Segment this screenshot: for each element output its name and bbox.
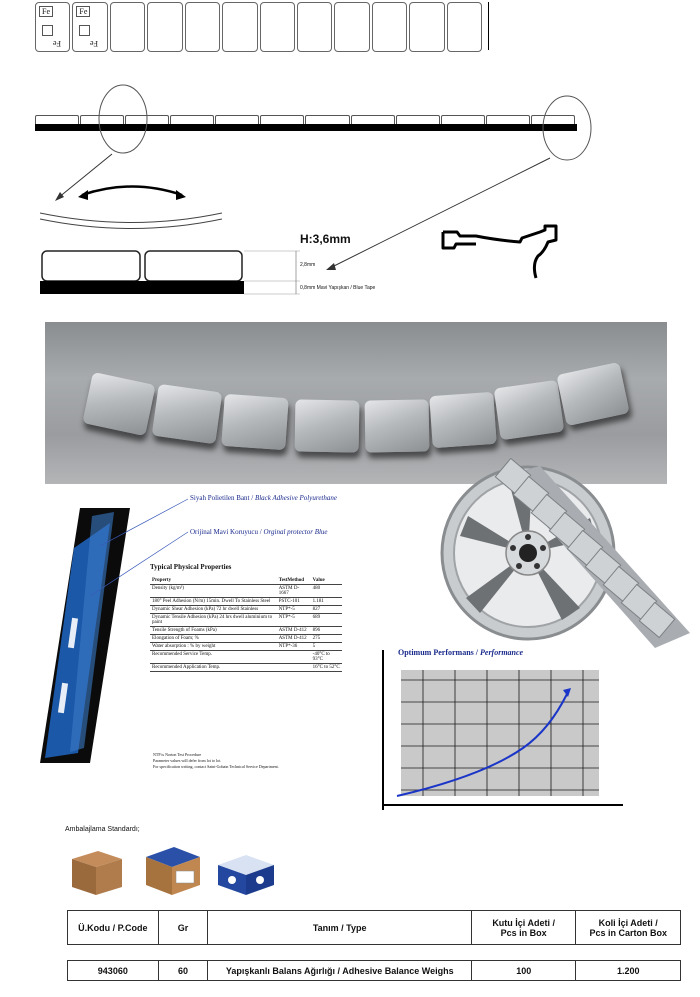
weight-segment [72,2,107,52]
weight-block [152,384,223,444]
header-type: Tanım / Type [208,911,472,945]
table-row: Recommended Service Temp. -40°C to 93°C [150,651,342,664]
blue-protector-label-en: Orginal protector Blue [263,528,328,536]
dimension-upper: 2,8mm [300,262,316,268]
cardboard-box [72,851,122,895]
table-row: Elongation of Foam; % ASTM D-412 275 [150,635,342,643]
note-specification: For specification writing, contact Saint-Gobain Technical Service Department. [153,764,279,769]
dimension-lower: 0,8mm Mavi Yapışkan / Blue Tape [300,285,376,291]
header-code: Ü.Kodu / P.Code [68,911,159,945]
segment-mark-rotated: Fe [90,39,99,48]
product-box [218,855,274,895]
performance-title [398,648,523,657]
table-row: Water absorption : % by weight NTP*-36 5 [150,643,342,651]
section-tape [40,281,244,294]
performance-title-en: Performance [480,648,524,657]
weight-block [429,392,496,448]
performance-title-tr: Optimum Performans / [398,648,480,657]
segment-mark: Fe [76,6,90,17]
table-row: Density (kg/m³) ASTM D-1667 480 [150,585,342,598]
carton-box-open [146,847,200,895]
table-row: Dynamic Tensile Adhesion (kPa) 24 hrs dwell aluminium to paint NTP*-5 689 [150,614,342,627]
header-pcs-in-carton-en: Pcs in Carton Box [589,927,667,938]
table-row: 180° Peel Adhesion (N/m) 15min. Dwell To Stainless Steel PSTC-101 1.181 [150,598,342,606]
leader-line-left [58,154,112,198]
header-pcs-in-carton [576,911,681,945]
flex-arrow [82,187,182,196]
weight-segment [147,2,182,52]
weight-block [494,380,565,440]
weight-segment [185,2,220,52]
segment-square [79,25,90,36]
segment-mark: Fe [39,6,53,17]
note-ntp: NTP is Norton Test Procedure [153,752,202,757]
weight-segment [447,2,482,52]
header-value: Value [311,577,342,585]
performance-chart [373,640,633,815]
weight-segment [35,2,70,52]
header-pcs-in-box [471,911,576,945]
header-property: Property [150,577,277,585]
cell-code: 943060 [68,961,159,981]
height-label: H:3,6mm [300,232,351,246]
technical-drawing [0,80,700,310]
cell-gr: 60 [158,961,208,981]
rim-profile [443,226,556,278]
weight-block [556,362,629,426]
black-tape-label-en: Black Adhesive Polyurethane [254,494,337,502]
flexed-strip [40,213,222,223]
table-row [68,961,681,981]
section-block-left [42,251,140,281]
header-gr: Gr [158,911,208,945]
table-row: Tensile Strength of Foams (kPa) ASTM D-412 896 [150,627,342,635]
cell-pcs-in-box: 100 [472,961,576,981]
packaging-boxes [68,845,278,897]
header-pcs-in-box-tr: Kutu İçi Adeti / [492,917,555,928]
properties-notes [153,752,353,770]
header-test-method: TestMethod [277,577,311,585]
cell-pcs-in-carton: 1.200 [576,961,681,981]
blue-protector-label [190,528,328,536]
weight-segment [110,2,145,52]
weight-block [295,399,360,452]
segment-mark-rotated: Fe [53,39,61,48]
leader-line-right [330,158,550,268]
weight-segment [260,2,295,52]
weight-segment [372,2,407,52]
properties-title: Typical Physical Properties [150,563,232,571]
weight-segment [297,2,332,52]
strip-dimension-line [488,2,489,50]
weight-segment [334,2,369,52]
section-block-right [145,251,242,281]
note-parameter: Parameter values will defer from lot to lot. [153,758,222,763]
cell-type: Yapışkanlı Balans Ağırlığı / Adhesive Balance Weighs [208,961,472,981]
weight-block [82,372,155,436]
blue-protector-label-tr: Orijinal Mavi Koruyucu / [190,528,264,536]
product-table-row [67,960,681,981]
detail-circle-left [99,85,147,153]
segment-square [42,25,53,36]
weight-strip-top-view [35,2,482,52]
weight-block [221,394,288,450]
header-pcs-in-box-en: Pcs in Box [500,927,547,938]
weight-block [365,399,430,452]
detail-circle-right [543,96,591,160]
physical-properties [150,563,350,672]
weight-segment [409,2,444,52]
black-tape-label [190,494,337,502]
black-tape-label-tr: Siyah Polietilen Bant / [190,494,255,502]
weight-segment [222,2,257,52]
table-row: Dynamic Shear Adhesion (kPa) 72 hr dwell Stainless NTP*-5 827 [150,606,342,614]
wheel-rim-image [440,458,690,648]
product-table-header [67,910,681,945]
header-pcs-in-carton-tr: Koli İçi Adeti / [598,917,658,928]
packaging-label: Ambalajlama Standardı; [65,826,140,833]
properties-table [150,577,342,672]
table-row: Recommended Application Temp. 16°C to 52°C [150,664,342,672]
